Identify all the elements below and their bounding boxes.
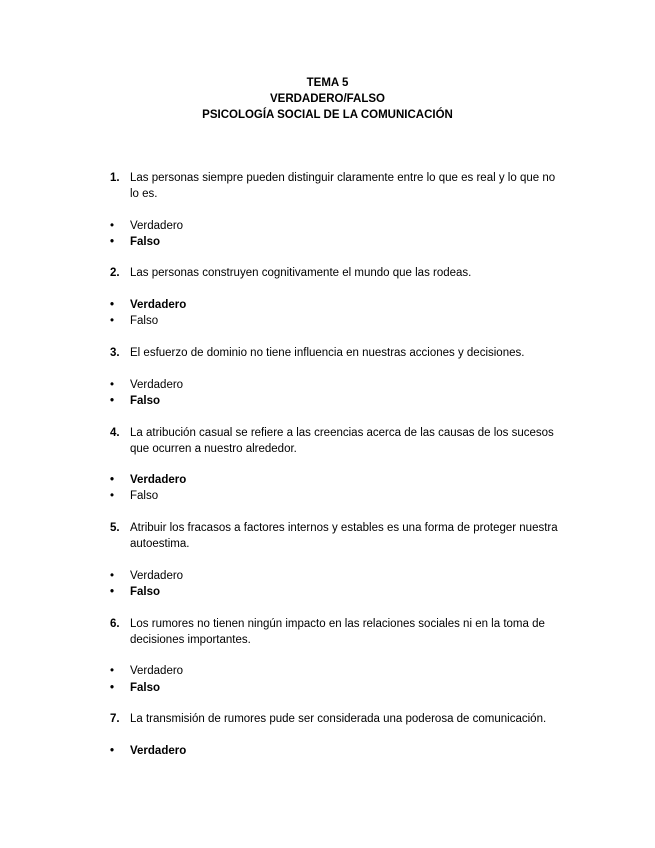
bullet-icon: • <box>110 490 115 502</box>
question-2-option-false <box>110 313 158 329</box>
question-text: Los rumores no tienen ningún impacto en las relaciones sociales ni en la toma de decisiones importantes. <box>130 618 545 646</box>
option-label: Verdadero <box>130 665 184 677</box>
option-label: Falso <box>130 315 159 327</box>
quiz-type-title: VERDADERO/FALSO <box>269 93 385 105</box>
bullet-icon: • <box>110 745 115 757</box>
question-text: Las personas siempre pueden distinguir claramente entre lo que es real y lo que no lo es. <box>130 172 556 200</box>
bullet-icon: • <box>110 474 115 486</box>
question-6 <box>110 616 565 648</box>
question-4-option-false <box>110 488 158 504</box>
question-number: 5. <box>110 522 120 534</box>
question-7 <box>110 711 565 727</box>
option-label-correct: Falso <box>130 236 161 248</box>
bullet-icon: • <box>110 682 115 694</box>
question-number: 2. <box>110 267 120 279</box>
question-3-option-false <box>110 393 160 409</box>
question-4 <box>110 425 565 457</box>
option-label: Verdadero <box>130 379 184 391</box>
question-text: Las personas construyen cognitivamente el mundo que las rodeas. <box>130 267 472 279</box>
question-1 <box>110 170 565 202</box>
question-5-option-false <box>110 584 160 600</box>
bullet-icon: • <box>110 665 115 677</box>
question-1-option-false <box>110 234 160 250</box>
option-label: Falso <box>130 490 159 502</box>
bullet-icon: • <box>110 236 115 248</box>
question-5-option-true <box>110 568 183 584</box>
question-number: 1. <box>110 172 120 184</box>
option-label-correct: Verdadero <box>130 745 187 757</box>
question-number: 6. <box>110 618 120 630</box>
question-number: 7. <box>110 713 120 725</box>
bullet-icon: • <box>110 315 115 327</box>
bullet-icon: • <box>110 220 115 232</box>
topic-title: TEMA 5 <box>306 77 349 89</box>
question-2 <box>110 265 565 281</box>
question-text: El esfuerzo de dominio no tiene influencia en nuestras acciones y decisiones. <box>130 347 525 359</box>
question-5 <box>110 520 565 552</box>
question-7-option-true <box>110 743 186 759</box>
question-text: La atribución casual se refiere a las creencias acerca de las causas de los sucesos que ocurren a nuestro alrededor. <box>130 427 554 455</box>
question-6-option-true <box>110 663 183 679</box>
bullet-icon: • <box>110 586 115 598</box>
option-label-correct: Falso <box>130 395 161 407</box>
option-label: Verdadero <box>130 220 184 232</box>
option-label-correct: Verdadero <box>130 474 187 486</box>
question-text: Atribuir los fracasos a factores internos y estables es una forma de proteger nuestra autoestima. <box>130 522 558 550</box>
question-6-option-false <box>110 680 160 696</box>
question-text: La transmisión de rumores pude ser considerada una poderosa de comunicación. <box>130 713 547 725</box>
question-3 <box>110 345 565 361</box>
option-label-correct: Falso <box>130 586 161 598</box>
question-2-option-true <box>110 297 186 313</box>
bullet-icon: • <box>110 299 115 311</box>
option-label: Verdadero <box>130 570 184 582</box>
option-label-correct: Verdadero <box>130 299 187 311</box>
question-1-option-true <box>110 218 183 234</box>
question-4-option-true <box>110 472 186 488</box>
bullet-icon: • <box>110 570 115 582</box>
course-title: PSICOLOGÍA SOCIAL DE LA COMUNICACIÓN <box>202 109 453 121</box>
question-number: 3. <box>110 347 120 359</box>
bullet-icon: • <box>110 379 115 391</box>
question-number: 4. <box>110 427 120 439</box>
question-3-option-true <box>110 377 183 393</box>
bullet-icon: • <box>110 395 115 407</box>
option-label-correct: Falso <box>130 682 161 694</box>
